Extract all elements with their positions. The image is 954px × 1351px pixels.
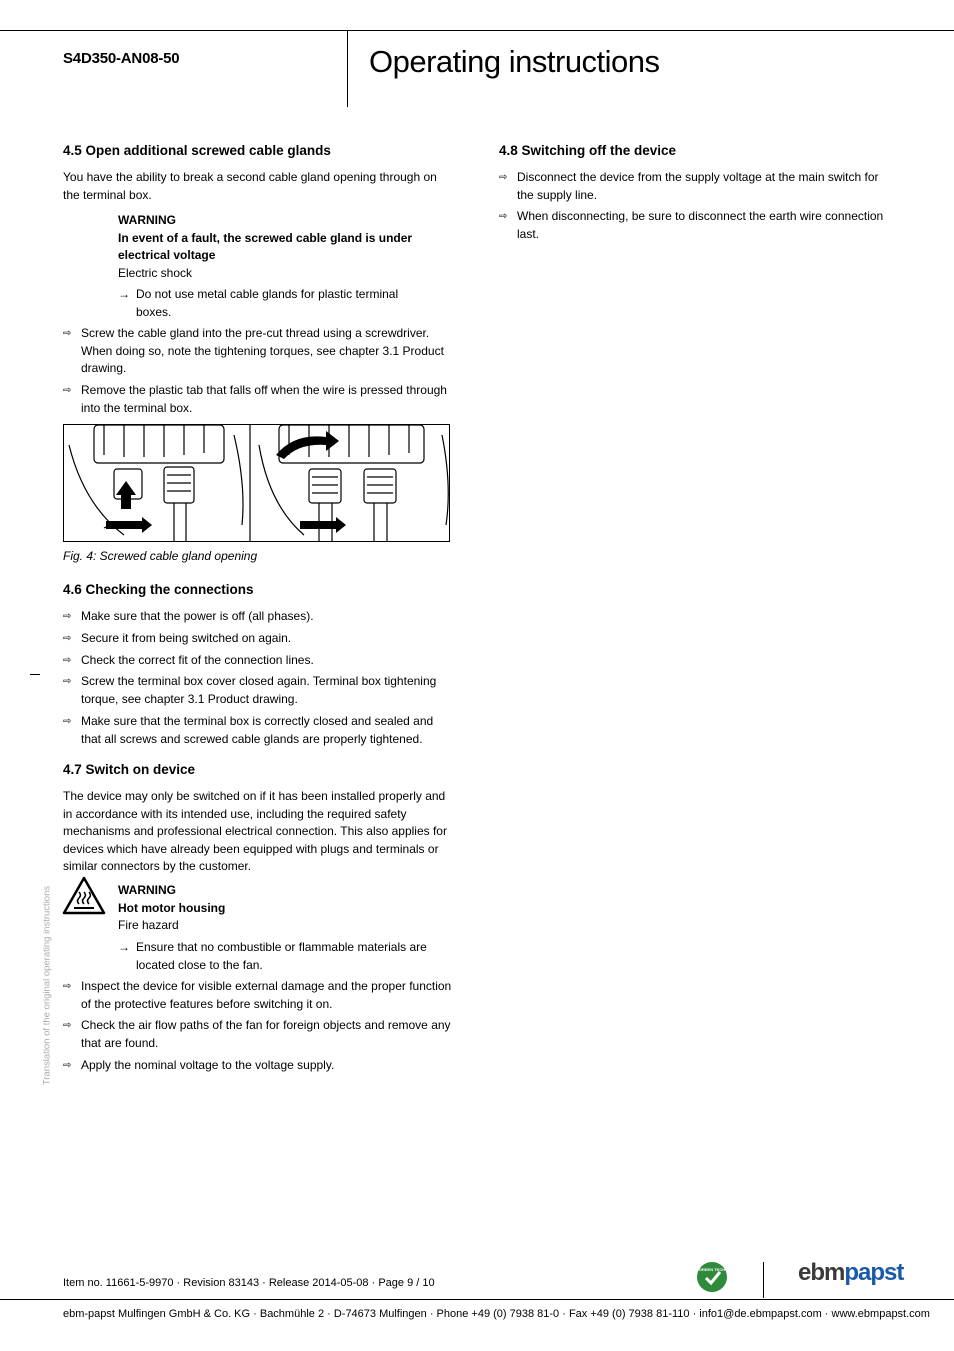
list-item [63,978,451,1013]
list-item [63,630,291,648]
line: boxes. [136,304,172,319]
list-item [63,382,447,417]
line: that are found. [81,1035,159,1050]
line: the terminal box. [63,187,152,202]
line: Apply the nominal voltage to the voltage supply. [81,1058,335,1072]
side-note: Translation of the original operating instructions [41,885,53,1086]
line: into the terminal box. [81,400,193,415]
arrow-icon: → [118,287,130,301]
list-item [499,169,879,204]
green-tech-badge-icon [697,1262,727,1292]
warning-action [118,939,427,974]
warning-block-electric [118,212,412,282]
list-item [63,608,314,626]
line: Screw the terminal box cover closed again. Terminal box tightening [81,674,437,688]
line: torque, see chapter 3.1 Product drawing. [81,691,298,706]
arrow-bullet-icon: ⇨ [63,328,72,339]
arrow-bullet-icon: ⇨ [63,611,72,622]
arrow-bullet-icon: ⇨ [63,676,72,687]
line: Screw the cable gland into the pre-cut thread using a screwdriver. [81,326,430,340]
model-number: S4D350-AN08-50 [63,50,180,67]
logo-papst: papst [844,1259,904,1286]
arrow-bullet-icon: ⇨ [63,655,72,666]
line: Secure it from being switched on again. [81,631,292,645]
arrow-bullet-icon: ⇨ [63,981,72,992]
line: Ensure that no combustible or flammable materials are [136,940,427,954]
line: the supply line. [517,187,598,202]
line: drawing. [81,361,127,375]
list-item [499,208,883,243]
line: Inspect the device for visible external damage and the proper function [81,979,452,993]
arrow-bullet-icon: ⇨ [63,1060,72,1071]
header-divider [347,30,348,107]
arrow-bullet-icon: ⇨ [63,1020,72,1031]
line: The device may only be switched on if it has been installed properly and [63,789,446,803]
line: Make sure that the terminal box is correctly closed and sealed and [81,714,434,728]
list-item [63,652,314,670]
warning-label: WARNING [118,883,176,897]
line: When doing so, note the tightening torques, see chapter 3.1 Product [81,343,444,358]
list-item [63,325,444,378]
top-rule [0,30,954,31]
line: that all screws and screwed cable glands are properly tightened. [81,731,423,746]
badge-label: GREEN TECH [698,1267,726,1272]
heading-4-8: 4.8 Switching off the device [499,143,677,158]
line: of the protective features before switching it on. [81,996,333,1011]
arrow-icon: → [118,940,130,954]
intro-4-7 [63,788,447,876]
line: located close to the fan. [136,957,263,972]
hot-surface-warning-icon [62,876,106,916]
line: Check the correct fit of the connection lines. [81,653,314,667]
warning-action [118,286,398,321]
line: mechanisms and professional electrical connection. This also applies for [63,824,447,838]
figure-caption: Fig. 4: Screwed cable gland opening [63,549,258,563]
logo-ebm: ebm [798,1259,845,1286]
heading-4-7: 4.7 Switch on device [63,762,196,777]
warning-block-hot [118,882,225,935]
warning-text: Hot motor housing [118,900,226,915]
warning-text: electrical voltage [118,248,216,262]
heading-4-5: 4.5 Open additional screwed cable glands [63,143,331,158]
logo-divider [763,1262,764,1298]
intro-4-5 [63,169,437,204]
line: Disconnect the device from the supply voltage at the main switch for [517,170,879,184]
line: similar connectors by the customer. [63,859,252,873]
footer-rule [0,1299,954,1300]
line: Check the air flow paths of the fan for foreign objects and remove any [81,1018,451,1032]
figure-cable-gland [63,424,450,542]
warning-text: In event of a fault, the screwed cable gland is under [118,230,413,245]
arrow-bullet-icon: ⇨ [63,716,72,727]
ebmpapst-logo [798,1259,903,1287]
line: Make sure that the power is off (all phases). [81,609,314,623]
arrow-bullet-icon: ⇨ [499,211,508,222]
list-item [63,1057,334,1075]
arrow-bullet-icon: ⇨ [63,633,72,644]
line: last. [517,226,540,241]
line: You have the ability to break a second cable gland opening through on [63,170,437,184]
list-item [63,1017,451,1052]
cable-gland-illustration [64,425,450,542]
margin-mark [30,674,40,675]
line: devices which have already been equipped with plugs and terminals or [63,841,439,856]
warning-hazard: Fire hazard [118,918,179,932]
arrow-bullet-icon: ⇨ [63,385,72,396]
line: in accordance with its intended use, including the required safety [63,806,407,821]
company-info: ebm-papst Mulfingen GmbH & Co. KG · Bachmühle 2 · D-74673 Mulfingen · Phone +49 (0) 7938 81-0 · Fax +49 (0) 7938 81-110 · info1@de.ebmpapst.com · www.ebmpapst.com [63,1308,930,1320]
warning-label: WARNING [118,213,176,227]
check-icon [697,1262,727,1292]
line: Do not use metal cable glands for plastic terminal [136,287,399,301]
list-item [63,673,436,708]
heading-4-6: 4.6 Checking the connections [63,582,254,597]
line: Remove the plastic tab that falls off when the wire is pressed through [81,383,447,397]
line: When disconnecting, be sure to disconnect the earth wire connection [517,209,884,223]
arrow-bullet-icon: ⇨ [499,172,508,183]
list-item [63,713,433,748]
item-info: Item no. 11661-5-9970 · Revision 83143 · Release 2014-05-08 · Page 9 / 10 [63,1277,435,1289]
page-title: Operating instructions [369,44,660,79]
warning-hazard: Electric shock [118,265,193,280]
